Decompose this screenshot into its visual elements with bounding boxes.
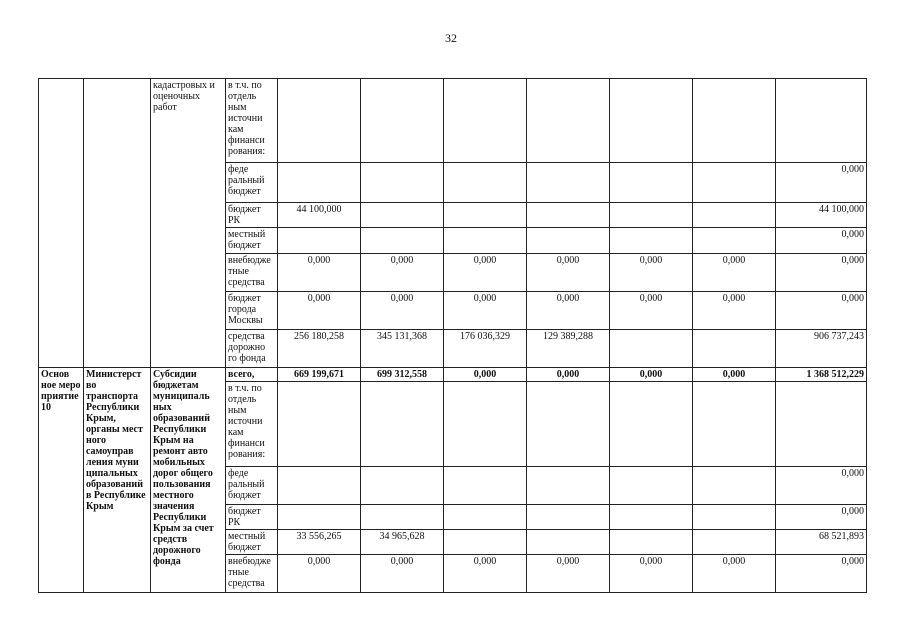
total-value [776, 382, 867, 467]
year-value [693, 530, 776, 555]
year-value [361, 467, 444, 505]
source-label: в т.ч. по отдель ным источни кам финанси рования: [226, 382, 278, 467]
year-value [693, 79, 776, 163]
total-value: 0,000 [776, 228, 867, 254]
source-label: местный бюджет [226, 228, 278, 254]
total-value: 1 368 512,229 [776, 368, 867, 382]
year-value [278, 505, 361, 530]
year-value [610, 203, 693, 228]
year-value: 0,000 [361, 555, 444, 593]
year-value: 0,000 [610, 292, 693, 330]
page-number: 32 [445, 31, 457, 45]
table-row [39, 368, 867, 382]
year-value: 0,000 [610, 254, 693, 292]
source-label: феде ральный бюджет [226, 467, 278, 505]
total-value: 44 100,000 [776, 203, 867, 228]
budget-table [38, 78, 867, 593]
year-value [361, 505, 444, 530]
year-value [693, 228, 776, 254]
year-value [444, 79, 527, 163]
year-value [361, 203, 444, 228]
year-value: 0,000 [444, 254, 527, 292]
source-label: внебюдже тные средства [226, 254, 278, 292]
year-value [610, 163, 693, 203]
source-label: бюджет РК [226, 203, 278, 228]
event-name: кадастровых и оценочных работ [151, 79, 226, 368]
year-value [610, 530, 693, 555]
year-value: 0,000 [527, 368, 610, 382]
total-value: 0,000 [776, 555, 867, 593]
year-value [693, 467, 776, 505]
year-value: 0,000 [361, 292, 444, 330]
year-value [444, 505, 527, 530]
total-value: 0,000 [776, 292, 867, 330]
year-value: 0,000 [444, 555, 527, 593]
year-value [693, 203, 776, 228]
year-value: 0,000 [278, 254, 361, 292]
year-value [527, 203, 610, 228]
year-value [527, 505, 610, 530]
year-value [278, 228, 361, 254]
source-label: внебюдже тные средства [226, 555, 278, 593]
source-label: местный бюджет [226, 530, 278, 555]
year-value [610, 467, 693, 505]
year-value [610, 330, 693, 368]
year-value [527, 382, 610, 467]
year-value [693, 505, 776, 530]
year-value [444, 163, 527, 203]
year-value: 34 965,628 [361, 530, 444, 555]
year-value: 0,000 [693, 292, 776, 330]
year-value: 0,000 [444, 368, 527, 382]
year-value: 699 312,558 [361, 368, 444, 382]
year-value: 0,000 [278, 555, 361, 593]
year-value: 33 556,265 [278, 530, 361, 555]
total-value: 0,000 [776, 505, 867, 530]
total-value: 0,000 [776, 467, 867, 505]
year-value [527, 79, 610, 163]
source-label: средства дорожно го фонда [226, 330, 278, 368]
year-value [610, 505, 693, 530]
year-value [361, 79, 444, 163]
year-value: 44 100,000 [278, 203, 361, 228]
year-value: 0,000 [693, 254, 776, 292]
event-name: Субсидии бюджетам муниципаль ных образований Республики Крым на ремонт авто мобильных дорог общего пользования местного значения Республики Крым за счет средств дорожного фонда [151, 368, 226, 593]
event-cell [39, 79, 84, 368]
year-value: 129 389,288 [527, 330, 610, 368]
year-value: 0,000 [527, 292, 610, 330]
total-value [776, 79, 867, 163]
year-value [278, 382, 361, 467]
year-value [361, 163, 444, 203]
year-value: 0,000 [361, 254, 444, 292]
source-label: бюджет города Москвы [226, 292, 278, 330]
year-value [444, 530, 527, 555]
year-value [278, 467, 361, 505]
year-value [527, 467, 610, 505]
source-label: в т.ч. по отдель ным источни кам финанси рования: [226, 79, 278, 163]
year-value: 0,000 [610, 368, 693, 382]
total-value: 906 737,243 [776, 330, 867, 368]
year-value [278, 79, 361, 163]
table-row [39, 79, 867, 163]
year-value: 0,000 [444, 292, 527, 330]
year-value [361, 382, 444, 467]
year-value [444, 382, 527, 467]
event-number: Основ ное меро приятие 10 [39, 368, 84, 593]
year-value [610, 79, 693, 163]
executor-name: Министерст во транспорта Республики Крым, органы мест ного самоуправ ления муни ципальных образований в Республике Крым [84, 368, 151, 593]
year-value: 669 199,671 [278, 368, 361, 382]
year-value: 0,000 [693, 368, 776, 382]
year-value: 256 180,258 [278, 330, 361, 368]
year-value [610, 382, 693, 467]
year-value [527, 163, 610, 203]
source-label: всего, [226, 368, 278, 382]
year-value: 0,000 [527, 555, 610, 593]
year-value [610, 228, 693, 254]
year-value: 0,000 [278, 292, 361, 330]
year-value [527, 228, 610, 254]
total-value: 0,000 [776, 254, 867, 292]
year-value: 345 131,368 [361, 330, 444, 368]
year-value [693, 163, 776, 203]
year-value [444, 467, 527, 505]
year-value [527, 530, 610, 555]
total-value: 68 521,893 [776, 530, 867, 555]
source-label: бюджет РК [226, 505, 278, 530]
year-value [278, 163, 361, 203]
year-value: 0,000 [527, 254, 610, 292]
year-value [444, 228, 527, 254]
executor-cell [84, 79, 151, 368]
year-value: 176 036,329 [444, 330, 527, 368]
year-value [361, 228, 444, 254]
source-label: феде ральный бюджет [226, 163, 278, 203]
year-value [444, 203, 527, 228]
total-value: 0,000 [776, 163, 867, 203]
year-value: 0,000 [693, 555, 776, 593]
year-value [693, 330, 776, 368]
year-value [693, 382, 776, 467]
year-value: 0,000 [610, 555, 693, 593]
